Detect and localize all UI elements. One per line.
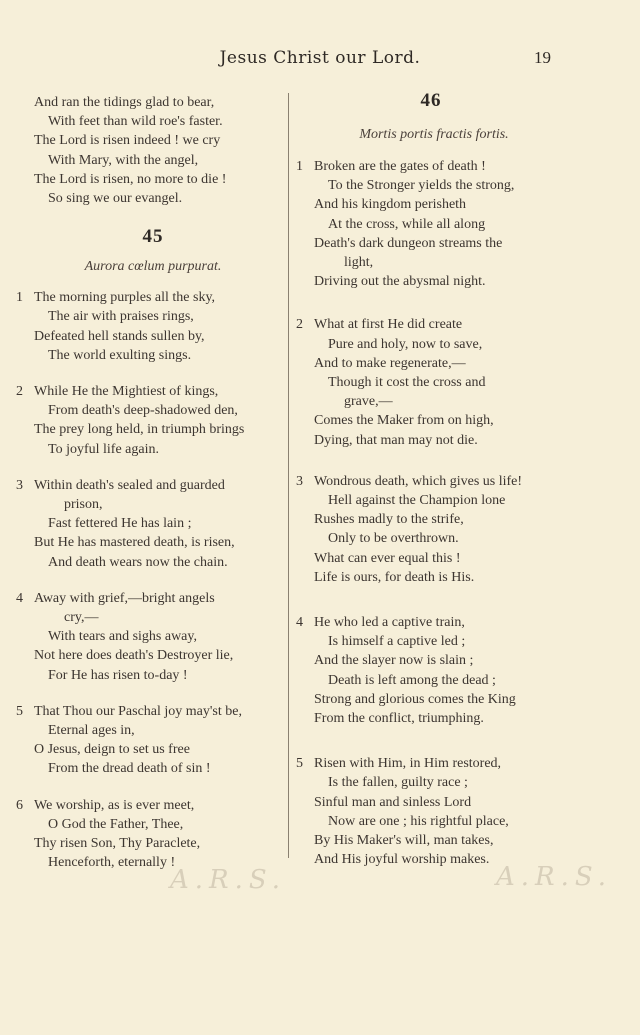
verse-line: And to make regenerate,— bbox=[314, 355, 466, 371]
left-column bbox=[16, 90, 280, 873]
page-number: 19 bbox=[534, 48, 551, 67]
verse-number: 3 bbox=[296, 473, 303, 489]
verse-line: Fast fettered He has lain ; bbox=[48, 516, 192, 532]
verse-line: And his kingdom perisheth bbox=[314, 197, 467, 213]
hymn-number: 46 bbox=[420, 90, 442, 111]
verse-line: For He has risen to-day ! bbox=[48, 667, 188, 683]
verse-line: From the dread death of sin ! bbox=[48, 761, 211, 777]
verse-line: What at first He did create bbox=[314, 317, 463, 333]
verse bbox=[296, 754, 558, 869]
verse-number: 4 bbox=[296, 615, 303, 631]
verse-line: Thy risen Son, Thy Paraclete, bbox=[34, 836, 201, 852]
verse-line: To the Stronger yields the strong, bbox=[328, 178, 515, 194]
verse-line: With Mary, with the angel, bbox=[48, 152, 199, 168]
verse-line: Now are one ; his rightful place, bbox=[328, 813, 509, 829]
verse-line: light, bbox=[344, 255, 374, 271]
verse-number: 5 bbox=[296, 756, 303, 772]
verse bbox=[296, 157, 558, 291]
verse-line: Death is left among the dead ; bbox=[328, 672, 496, 688]
verse-line: By His Maker's will, man takes, bbox=[314, 833, 494, 849]
verse-line: So sing we our evangel. bbox=[48, 191, 183, 207]
verse-number: 6 bbox=[16, 797, 23, 813]
verse-line: Pure and holy, now to save, bbox=[328, 336, 483, 352]
verse-line: The Lord is risen indeed ! we cry bbox=[34, 133, 221, 149]
watermark-initials: A.R.S. bbox=[496, 862, 613, 892]
verse bbox=[296, 315, 558, 449]
verse-line: And ran the tidings glad to bear, bbox=[34, 95, 215, 110]
verse-line: The world exulting sings. bbox=[48, 347, 192, 363]
verse-line: And death wears now the chain. bbox=[48, 554, 228, 570]
verse bbox=[16, 382, 280, 459]
verse-line: Death's dark dungeon streams the bbox=[314, 235, 503, 251]
verse-line: Life is ours, for death is His. bbox=[314, 569, 475, 585]
verse-line: Wondrous death, which gives us life! bbox=[314, 473, 523, 489]
verse-line: The air with praises rings, bbox=[48, 309, 194, 325]
verse-number: 2 bbox=[296, 317, 303, 333]
verse-line: O Jesus, deign to set us free bbox=[34, 742, 190, 758]
watermark-initials: A.R.S. bbox=[170, 865, 287, 895]
verse-line: Eternal ages in, bbox=[48, 723, 135, 739]
column-divider bbox=[288, 93, 289, 858]
hymn-subtitle: Mortis portis fractis fortis. bbox=[359, 127, 509, 142]
verse-line: Is the fallen, guilty race ; bbox=[328, 775, 468, 791]
verse-number: 1 bbox=[16, 290, 23, 306]
verse-line: Risen with Him, in Him restored, bbox=[314, 756, 502, 772]
verse-line: Strong and glorious comes the King bbox=[314, 691, 516, 707]
verse-line: Hell against the Champion lone bbox=[328, 493, 506, 509]
verse-line: cry,— bbox=[64, 610, 99, 626]
verse-line: Not here does death's Destroyer lie, bbox=[34, 648, 234, 664]
verse-number: 5 bbox=[16, 703, 23, 719]
verse-line: The Lord is risen, no more to die ! bbox=[34, 171, 227, 187]
verse bbox=[296, 472, 558, 587]
verse-line: Sinful man and sinless Lord bbox=[314, 794, 472, 810]
verse bbox=[16, 476, 280, 572]
verse-line: prison, bbox=[64, 497, 103, 513]
verse-line: We worship, as is ever meet, bbox=[34, 797, 195, 813]
verse-line: To joyful life again. bbox=[48, 441, 159, 457]
hymn-number: 45 bbox=[142, 226, 164, 248]
verse-line: But He has mastered death, is risen, bbox=[34, 535, 235, 551]
right-column bbox=[296, 90, 558, 870]
verse-line: Broken are the gates of death ! bbox=[314, 159, 486, 174]
verse-line: From the conflict, triumphing. bbox=[314, 711, 484, 727]
verse-line: While He the Mightiest of kings, bbox=[34, 384, 219, 400]
verse-number: 1 bbox=[296, 159, 303, 174]
verse-line: Driving out the abysmal night. bbox=[314, 274, 486, 290]
verse-line: Is himself a captive led ; bbox=[328, 634, 466, 650]
verse-line: Only to be overthrown. bbox=[328, 531, 459, 547]
verse-line: With tears and sighs away, bbox=[48, 629, 197, 645]
carryover-stanza bbox=[16, 90, 280, 208]
verse bbox=[16, 589, 280, 685]
verse-line: Defeated hell stands sullen by, bbox=[34, 328, 205, 344]
verse-line: The morning purples all the sky, bbox=[34, 290, 216, 306]
verse-line: He who led a captive train, bbox=[314, 615, 465, 631]
verse-line: Though it cost the cross and bbox=[328, 375, 486, 391]
verse-number: 2 bbox=[16, 384, 23, 400]
running-title: Jesus Christ our Lord. bbox=[219, 48, 421, 68]
verse-line: Dying, that man may not die. bbox=[314, 432, 478, 448]
verse-line: Comes the Maker from on high, bbox=[314, 413, 494, 429]
verse-line: And the slayer now is slain ; bbox=[314, 653, 474, 669]
hymn-subtitle: Aurora cœlum purpurat. bbox=[84, 259, 222, 275]
verse-number: 3 bbox=[16, 477, 23, 493]
verse-line: From death's deep-shadowed den, bbox=[48, 403, 238, 419]
verse-line: Within death's sealed and guarded bbox=[34, 477, 225, 493]
verse-line: With feet than wild roe's faster. bbox=[48, 114, 223, 130]
verse-line: Rushes madly to the strife, bbox=[314, 512, 464, 528]
verse-line: That Thou our Paschal joy may'st be, bbox=[34, 703, 242, 719]
verse-line: What can ever equal this ! bbox=[314, 550, 461, 566]
verse-line: Henceforth, eternally ! bbox=[48, 855, 176, 871]
verse-line: O God the Father, Thee, bbox=[48, 816, 184, 832]
verse bbox=[296, 613, 558, 728]
verse-number: 4 bbox=[16, 590, 23, 606]
verse-line: At the cross, while all along bbox=[328, 216, 486, 232]
verse-line: And His joyful worship makes. bbox=[314, 852, 490, 868]
verse bbox=[16, 796, 280, 873]
verse-line: The prey long held, in triumph brings bbox=[34, 422, 245, 438]
verse bbox=[16, 288, 280, 365]
verse-line: grave,— bbox=[344, 394, 393, 410]
verse-line: Away with grief,—bright angels bbox=[34, 590, 215, 606]
verse bbox=[16, 702, 280, 779]
